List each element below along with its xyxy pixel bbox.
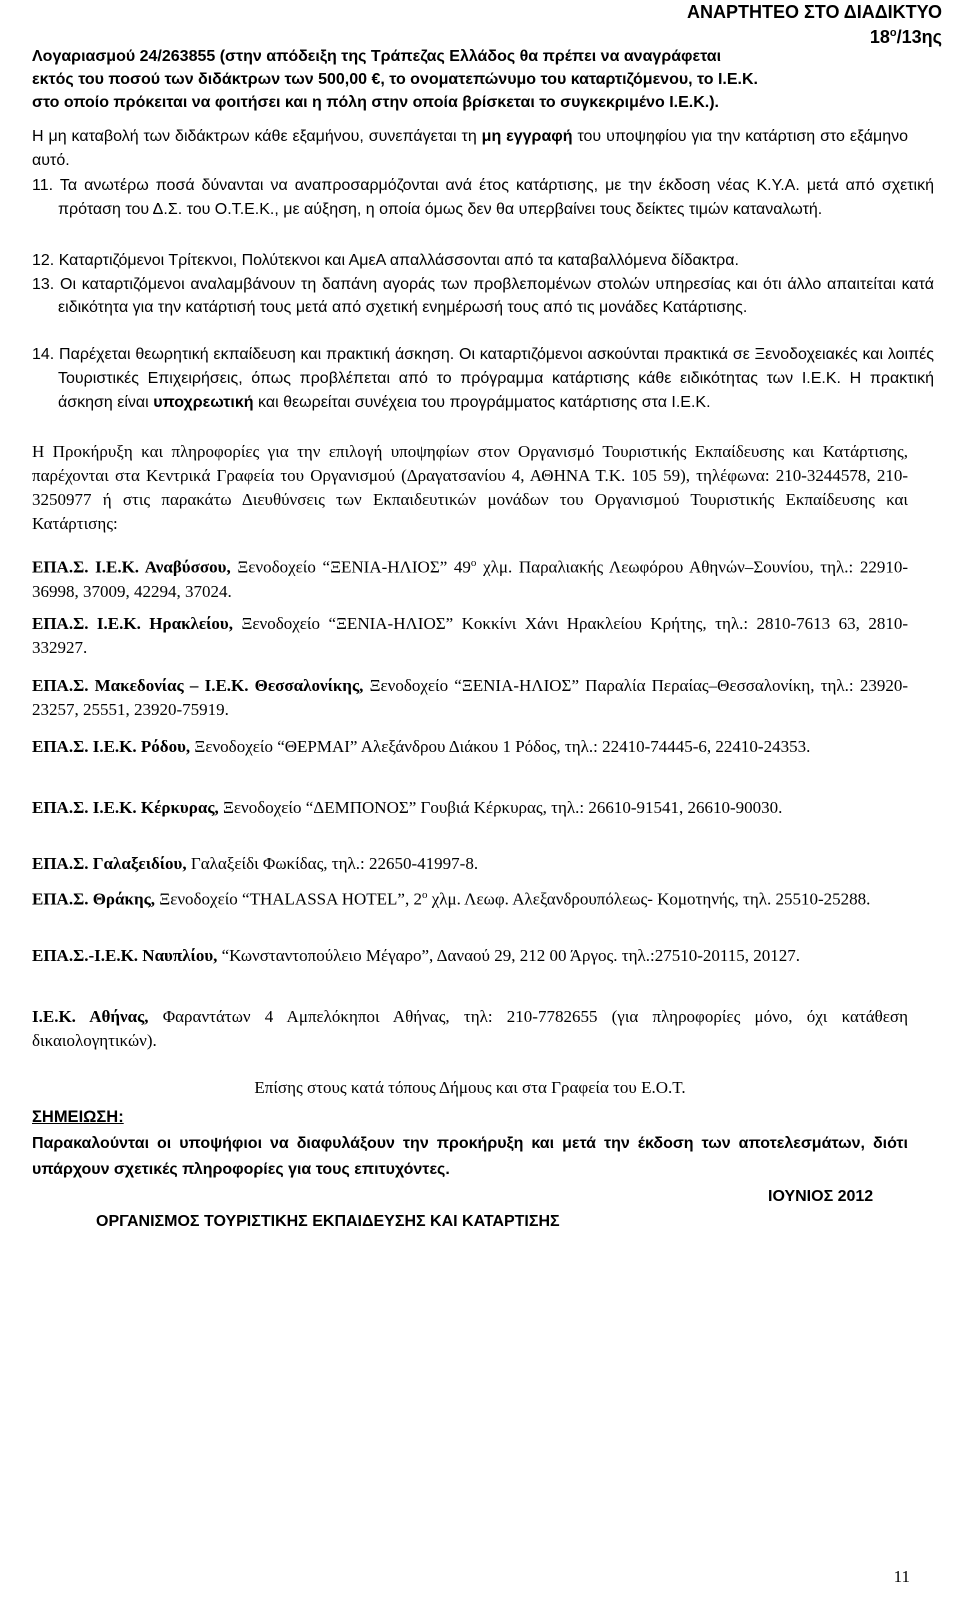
office-details: Ξενοδοχείο “THALASSA HOTEL”, 2 xyxy=(155,889,422,909)
bold-span: μη εγγραφή xyxy=(481,128,573,145)
item-12: 12. Καταρτιζόμενοι Τρίτεκνοι, Πολύτεκνοι και ΑμεΑ απαλλάσσονται από τα καταβαλλόμενα δίδακτρα. xyxy=(32,252,739,269)
item-13: 13. Οι καταρτιζόμενοι αναλαμβάνουν τη δαπάνη αγοράς των προβλεπομένων στολών υπηρεσίας και ότι άλλο απαιτείται κατά ειδικότητα για την κατάρτισή τους μετά από σχετική ενημέρωσή τους από τις μονάδες Κατάρτισης. xyxy=(32,276,934,316)
office-name: ΕΠΑ.Σ. Ι.Ε.Κ. Αναβύσσου, xyxy=(32,557,231,577)
office-name: ΕΠΑ.Σ. Ι.Ε.Κ. Κέρκυρας, xyxy=(32,798,219,817)
text-span: και θεωρείται συνέχεια του προγράμματος κατάρτισης στα Ι.Ε.Κ. xyxy=(253,394,711,411)
intro-line: στο οποίο πρόκειται να φοιτήσει και η πόλη στην οποία βρίσκεται το συγκεκριμένο Ι.Ε.Κ.). xyxy=(32,94,719,111)
payment-paragraph xyxy=(32,125,908,173)
page-number: 11 xyxy=(893,1567,910,1586)
office-details: Ξενοδοχείο “ΘΕΡΜΑΙ” Αλεξάνδρου Διάκου 1 Ρόδος, τηλ.: 22410-74445-6, 22410-24353. xyxy=(190,737,811,756)
office-thessaloniki xyxy=(32,674,908,722)
office-galaxidi xyxy=(32,852,908,876)
office-name: ΕΠΑ.Σ. Γαλαξειδίου, xyxy=(32,854,187,873)
office-details: Ξενοδοχείο “ΔΕΜΠΟΝΟΣ” Γουβιά Κέρκυρας, τηλ.: 26610-91541, 26610-90030. xyxy=(218,798,783,817)
office-name: ΕΠΑ.Σ. Μακεδονίας – Ι.Ε.Κ. Θεσσαλονίκης, xyxy=(32,676,364,695)
item-14 xyxy=(32,343,934,415)
intro-line: εκτός του ποσού των διδάκτρων των 500,00 €, το ονοματεπώνυμο του καταρτιζόμενου, το Ι.Ε.Κ. xyxy=(32,71,758,88)
office-name: Ι.Ε.Κ. Αθήνας, xyxy=(32,1007,149,1026)
header-number-sup: ο xyxy=(889,27,897,39)
organisation-name: ΟΡΓΑΝΙΣΜΟΣ ΤΟΥΡΙΣΤΙΚΗΣ ΕΚΠΑΙΔΕΥΣΗΣ ΚΑΙ ΚΑΤΑΡΤΙΣΗΣ xyxy=(96,1213,560,1230)
office-details: χλμ. Λεωφ. Αλεξανδρουπόλεως- Κομοτηνής, τηλ. 25510-25288. xyxy=(427,889,871,909)
text-span: Η μη καταβολή των διδάκτρων κάθε εξαμήνου, συνεπάγεται τη xyxy=(32,128,482,145)
intro-line: Λογαριασμού 24/263855 (στην απόδειξη της Τράπεζας Ελλάδος θα πρέπει να αναγράφεται xyxy=(32,48,722,65)
office-heraklion xyxy=(32,612,908,660)
office-name: ΕΠΑ.Σ. Θράκης, xyxy=(32,889,156,909)
text-span: 14. Παρέχεται θεωρητική εκπαίδευση και πρακτική άσκηση. Οι καταρτιζόμενοι ασκούνται πρακτικά σε Ξενοδοχειακές και λοιπές Τουριστικές Επιχειρήσεις, όπως προβλέπεται από το πρόγραμμα κατάρτισης κάθε ειδικότητας των Ι.Ε.Κ. Η πρακτική άσκηση είναι xyxy=(32,346,934,411)
bold-span: υποχρεωτική xyxy=(153,394,254,411)
also-note: Επίσης στους κατά τόπους Δήμους και στα Γραφεία του Ε.Ο.Τ. xyxy=(254,1078,686,1097)
header-title: ΑΝΑΡΤΗΤΕΟ ΣΤΟ ΔΙΑΔΙΚΤΥΟ xyxy=(687,2,942,22)
header-number-main: 18 xyxy=(869,27,890,47)
office-sup: ο xyxy=(421,889,428,901)
note-title: ΣΗΜΕΙΩΣΗ: xyxy=(32,1108,124,1126)
header-number-suffix: /13ης xyxy=(896,27,942,47)
item-11: 11. Τα ανωτέρω ποσά δύνανται να αναπροσαρμόζονται ανά έτος κατάρτισης, με την έκδοση νέας Κ.Υ.Α. μετά από σχετική πρόταση του Δ.Σ. του Ο.Τ.Ε.Κ., με αύξηση, η οποία όμως δεν θα υπερβαίνει τους δείκτες τιμών καταναλωτή. xyxy=(32,177,934,218)
office-athens xyxy=(32,1005,908,1053)
office-details: “Κωνσταντοπούλειο Μέγαρο”, Δαναού 29, 212 00 Άργος. τηλ.:27510-20115, 20127. xyxy=(217,946,800,965)
note-text: Παρακαλούνται οι υποψήφιοι να διαφυλάξουν την προκήρυξη και μετά την έκδοση των αποτελεσμάτων, διότι υπάρχουν σχετικές πληροφορίες για τους επιτυχόντες. xyxy=(32,1135,908,1178)
text-span: του υποψηφίου για την κατάρτιση στο εξάμηνο αυτό. xyxy=(32,128,909,169)
office-details: χλμ. Παραλιακής Λεωφόρου Αθηνών–Σουνίου, τηλ.: 22910-36998, 37009, 42294, 37024. xyxy=(32,557,908,601)
office-sup: ο xyxy=(470,557,477,569)
office-nafplio xyxy=(32,944,908,968)
issue-date: ΙΟΥΝΙΟΣ 2012 xyxy=(768,1188,874,1205)
announcement-paragraph: Η Προκήρυξη και πληροφορίες για την επιλογή υποψηφίων στον Οργανισμό Τουριστικής Εκπαίδευσης και Κατάρτισης, παρέχονται στα Κεντρικά Γραφεία του Οργανισμού (Δραγατσανίου 4, ΑΘΗΝΑ Τ.Κ. 105 59), τηλέφωνα: 210-3244578, 210-3250977 ή στις παρακάτω Διευθύνσεις των Εκπαιδευτικών μονάδων του Οργανισμού Τουριστικής Εκπαίδευσης και Κατάρτισης: xyxy=(32,442,908,533)
office-anavyssos xyxy=(32,551,908,604)
intro-paragraph xyxy=(32,45,908,114)
office-details: Ξενοδοχείο “ΞΕΝΙΑ-ΗΛΙΟΣ” 49 xyxy=(230,557,471,577)
office-details: Ξενοδοχείο “ΞΕΝΙΑ-ΗΛΙΟΣ” Παραλία Περαίας–Θεσσαλονίκη, τηλ.: 23920-23257, 25551, 23920-75919. xyxy=(32,676,908,719)
office-details: Φαραντάτων 4 Αμπελόκηποι Αθήνας, τηλ: 210-7782655 (για πληροφορίες μόνο, όχι κατάθεση δικαιολογητικών). xyxy=(32,1007,908,1050)
office-thrace xyxy=(32,883,908,912)
office-rhodes xyxy=(32,735,908,759)
office-corfu xyxy=(32,796,908,820)
office-details: Ξενοδοχείο “ΞΕΝΙΑ-ΗΛΙΟΣ” Κοκκίνι Χάνι Ηρακλείου Κρήτης, τηλ.: 2810-7613 63, 2810-332927. xyxy=(32,614,909,657)
office-name: ΕΠΑ.Σ.-Ι.Ε.Κ. Ναυπλίου, xyxy=(32,946,218,965)
office-name: ΕΠΑ.Σ. Ι.Ε.Κ. Ηρακλείου, xyxy=(32,614,234,633)
office-details: Γαλαξείδι Φωκίδας, τηλ.: 22650-41997-8. xyxy=(186,854,479,873)
office-name: ΕΠΑ.Σ. Ι.Ε.Κ. Ρόδου, xyxy=(32,737,191,756)
